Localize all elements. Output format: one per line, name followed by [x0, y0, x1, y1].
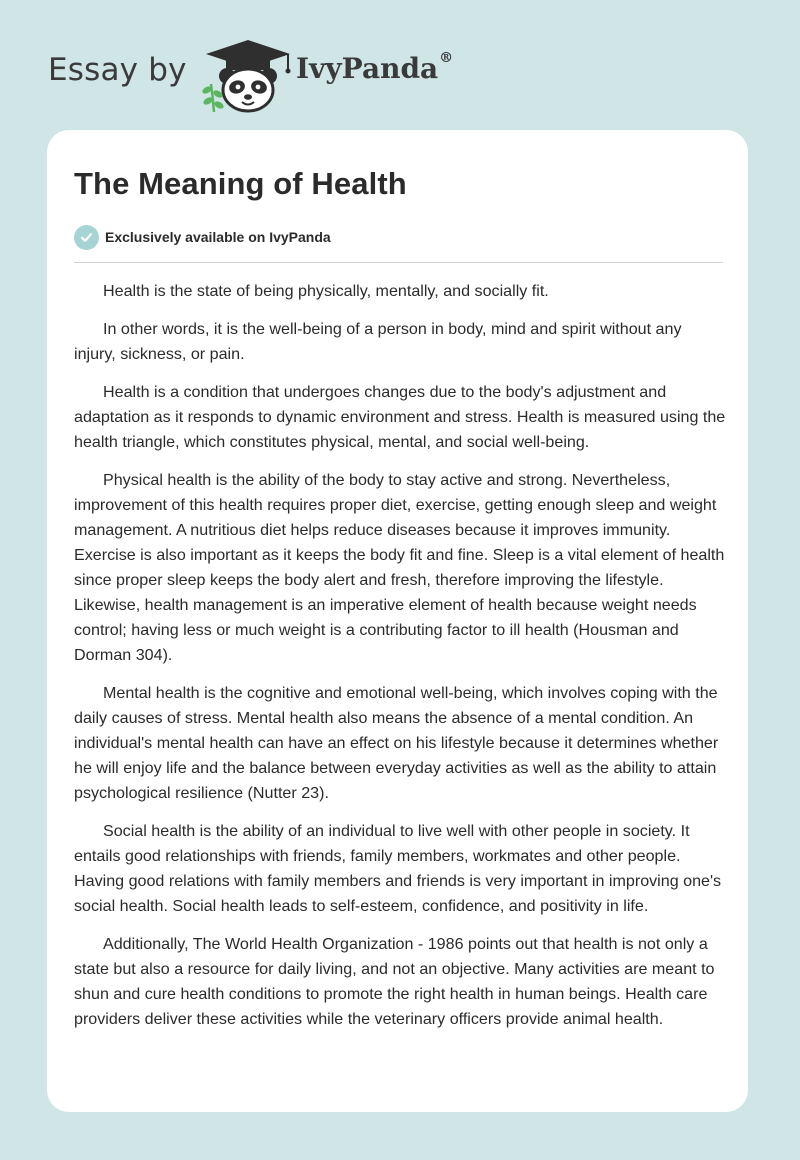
panda-graduate-logo-icon[interactable]: [202, 38, 294, 114]
check-circle-icon: [74, 225, 99, 250]
site-header: [48, 34, 568, 114]
divider: [74, 262, 723, 263]
essay-card: [47, 130, 748, 1112]
paragraph: Additionally, The World Health Organization - 1986 points out that health is not only a state but also a resource for daily living, and not an objective. Many activities are meant to shun and cure health conditions to promote the right health in human beings. Health care providers deliver these activities while the veterinary officers provide animal health.: [74, 935, 715, 1028]
brand-prefix: Essay by: [48, 52, 187, 88]
badge-label: Exclusively available on IvyPanda: [105, 229, 331, 245]
paragraph: Health is the state of being physically, mentally, and socially fit.: [103, 282, 549, 300]
essay-body: [74, 279, 726, 1032]
paragraph: In other words, it is the well-being of a person in body, mind and spirit without any injury, sickness, or pain.: [74, 320, 682, 363]
paragraph: Health is a condition that undergoes changes due to the body's adjustment and adaptation as it responds to dynamic environment and stress. Health is measured using the health triangle, which constitutes physical, mental, and social well-being.: [74, 383, 726, 451]
exclusive-badge: [74, 224, 721, 250]
brand-name[interactable]: IvyPanda®: [296, 50, 454, 85]
registered-mark: ®: [439, 50, 454, 66]
paragraph: Mental health is the cognitive and emotional well-being, which involves coping with the daily causes of stress. Mental health also means the absence of a mental condition. An individual's mental health can have an effect on his lifestyle because it determines whether he will enjoy life and the balance between everyday activities as well as the ability to attain psychological resilience (Nutter 23).: [74, 684, 719, 802]
page-title: The Meaning of Health: [74, 166, 407, 201]
paragraph: Physical health is the ability of the body to stay active and strong. Nevertheless, improvement of this health requires proper diet, exercise, getting enough sleep and weight management. A nutritious diet helps reduce diseases because it improves immunity. Exercise is also important as it keeps the body fit and fine. Sleep is a vital element of health since proper sleep keeps the body alert and fresh, therefore improving the lifestyle. Likewise, health management is an imperative element of health because weight needs control; having less or much weight is a contributing factor to ill health (Housman and Dorman 304).: [74, 471, 725, 664]
paragraph: Social health is the ability of an individual to live well with other people in society. It entails good relationships with friends, family members, workmates and other people. Having good relations with family members and friends is very important in improving one's social health. Social health leads to self-esteem, confidence, and positivity in life.: [74, 822, 722, 915]
